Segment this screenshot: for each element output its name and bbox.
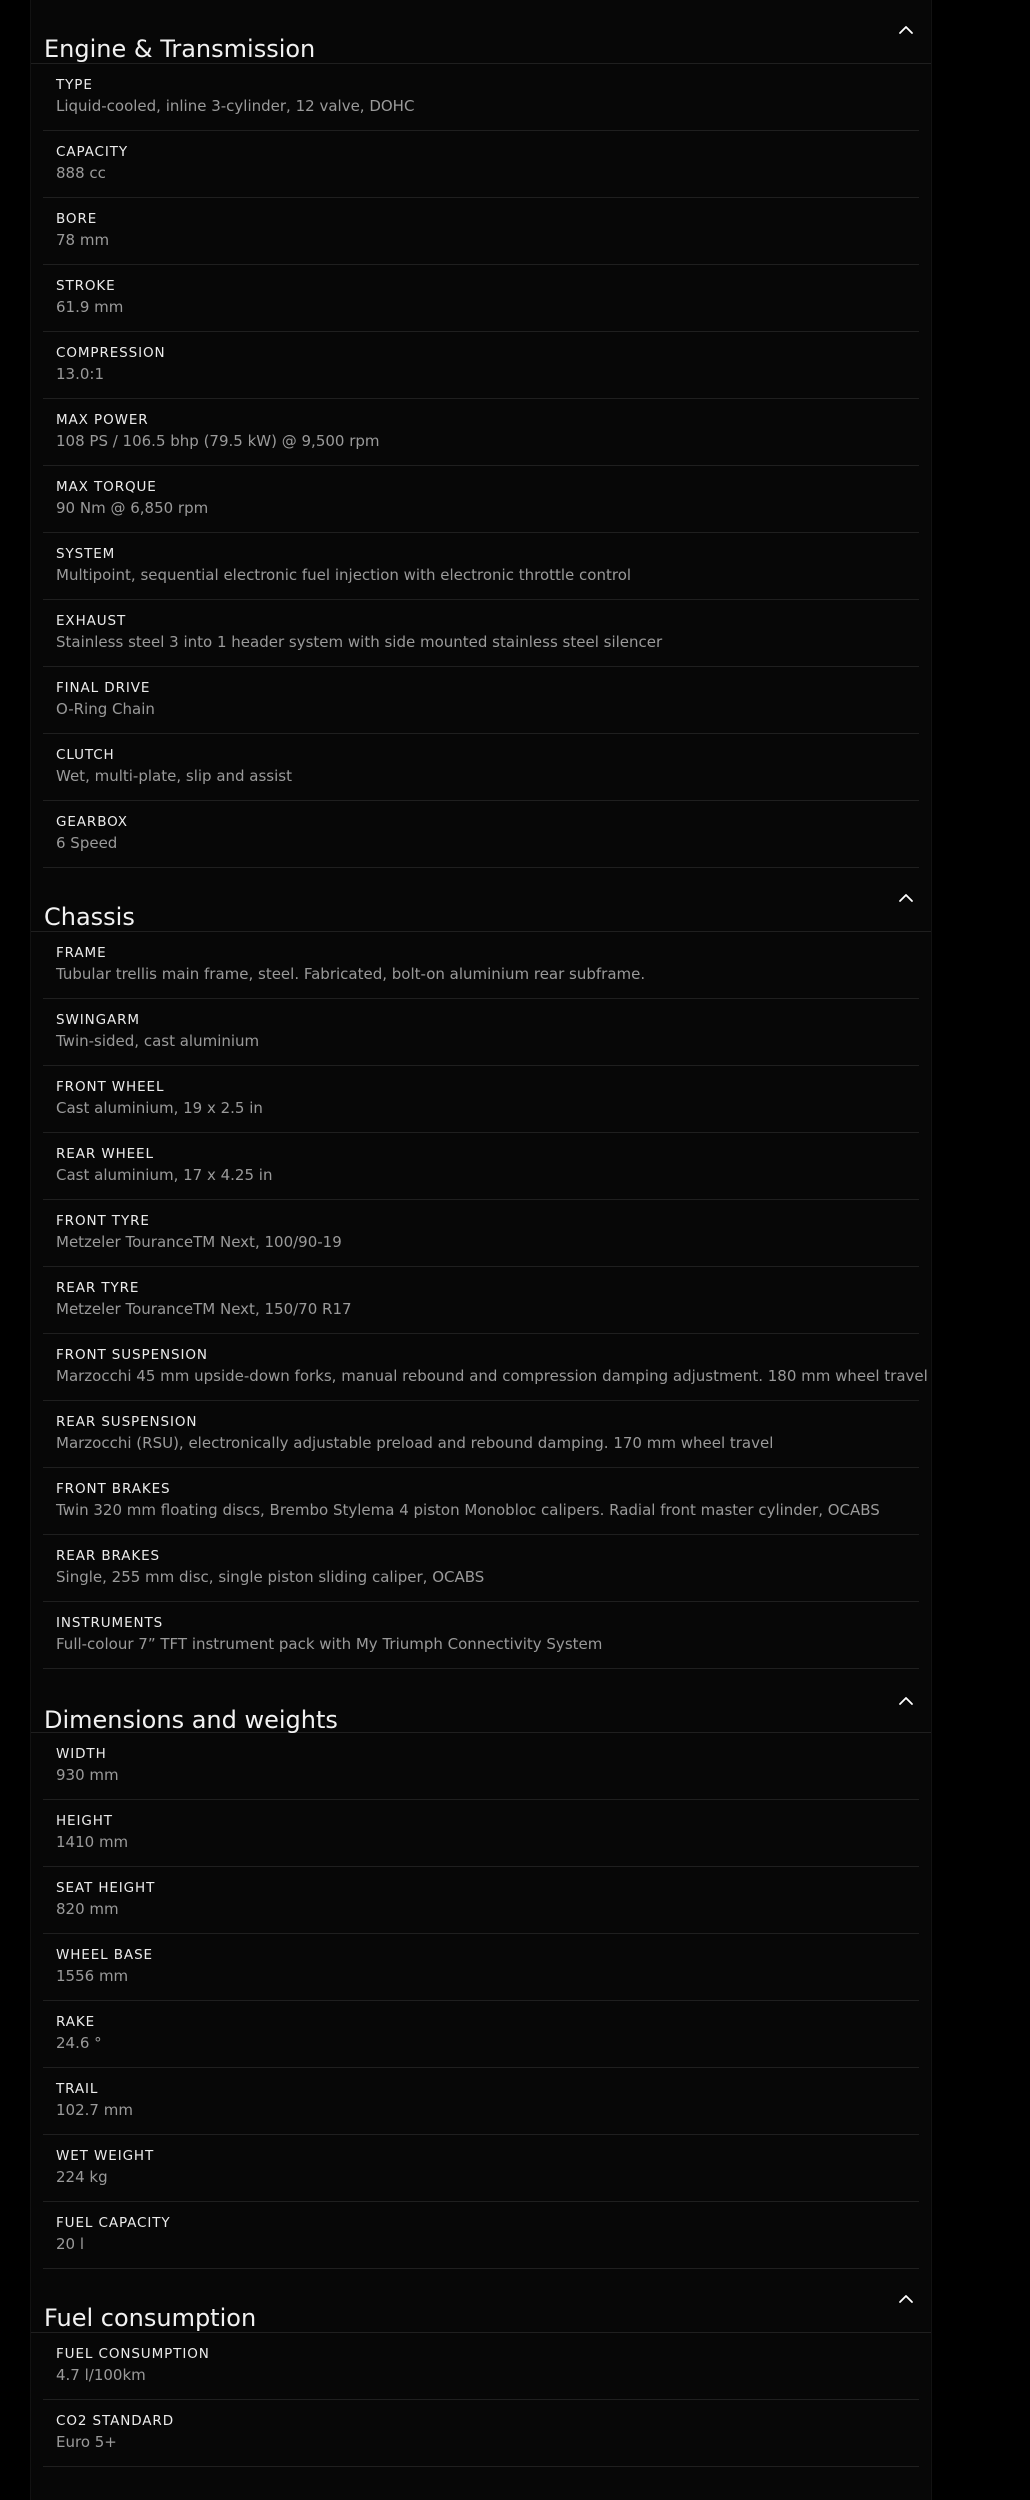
spec-value: 820 mm	[56, 1900, 119, 1918]
section-title: Chassis	[44, 902, 135, 931]
spec-label: CAPACITY	[56, 144, 129, 160]
spec-value: 224 kg	[56, 2168, 108, 2186]
spec-value: Multipoint, sequential electronic fuel injection with electronic throttle control	[56, 566, 632, 584]
spec-list	[31, 64, 931, 868]
spec-label: FRONT SUSPENSION	[56, 1347, 208, 1363]
spec-row	[43, 2202, 919, 2269]
spec-label: STROKE	[56, 278, 116, 294]
spec-row	[43, 1733, 919, 1800]
spec-value: Twin 320 mm floating discs, Brembo Stylema 4 piston Monobloc calipers. Radial front master cylinder, OCABS	[56, 1501, 880, 1519]
spec-label: HEIGHT	[56, 1813, 113, 1829]
spec-row	[43, 2068, 919, 2135]
spec-row	[43, 600, 919, 667]
section-engine-transmission	[31, 0, 931, 868]
spec-row	[43, 1133, 919, 1200]
spec-label: FRONT WHEEL	[56, 1079, 165, 1095]
spec-label: WET WEIGHT	[56, 2148, 155, 2164]
spec-value: 1410 mm	[56, 1833, 129, 1851]
spec-label: TYPE	[56, 77, 93, 93]
spec-label: WIDTH	[56, 1746, 107, 1762]
spec-label: CO2 STANDARD	[56, 2413, 175, 2429]
spec-row	[43, 2400, 919, 2467]
chevron-up-icon[interactable]	[896, 1691, 916, 1711]
spec-value: Marzocchi (RSU), electronically adjustable preload and rebound damping. 170 mm wheel travel	[56, 1434, 774, 1452]
spec-value: Marzocchi 45 mm upside-down forks, manual rebound and compression damping adjustment. 180 mm wheel travel	[56, 1367, 928, 1385]
spec-label: FUEL CONSUMPTION	[56, 2346, 210, 2362]
spec-row	[43, 2001, 919, 2068]
spec-value: Cast aluminium, 17 x 4.25 in	[56, 1166, 273, 1184]
spec-value: 61.9 mm	[56, 298, 124, 316]
spec-row	[43, 734, 919, 801]
spec-row	[43, 1334, 928, 1401]
section-header-fuel-consumption[interactable]	[31, 2269, 931, 2333]
spec-row	[43, 533, 919, 600]
spec-value: 90 Nm @ 6,850 rpm	[56, 499, 209, 517]
spec-label: GEARBOX	[56, 814, 128, 830]
chevron-up-icon[interactable]	[896, 20, 916, 40]
spec-label: FRONT BRAKES	[56, 1481, 171, 1497]
chevron-up-icon[interactable]	[896, 888, 916, 908]
spec-label: SEAT HEIGHT	[56, 1880, 156, 1896]
spec-row	[43, 1934, 919, 2001]
spec-row	[43, 667, 919, 734]
spec-row	[43, 1267, 919, 1334]
spec-row	[43, 2333, 919, 2400]
spec-label: TRAIL	[56, 2081, 99, 2097]
chevron-up-icon[interactable]	[896, 2289, 916, 2309]
spec-list	[31, 1733, 931, 2269]
spec-value: Stainless steel 3 into 1 header system with side mounted stainless steel silencer	[56, 633, 663, 651]
spec-label: FRAME	[56, 945, 107, 961]
spec-label: EXHAUST	[56, 613, 127, 629]
spec-row	[43, 801, 919, 868]
spec-label: SYSTEM	[56, 546, 116, 562]
spec-value: 4.7 l/100km	[56, 2366, 146, 2384]
spec-label: RAKE	[56, 2014, 96, 2030]
spec-value: Full-colour 7” TFT instrument pack with My Triumph Connectivity System	[56, 1635, 603, 1653]
spec-value: 6 Speed	[56, 834, 118, 852]
spec-value: Cast aluminium, 19 x 2.5 in	[56, 1099, 263, 1117]
spec-list	[31, 2333, 931, 2467]
spec-value: 108 PS / 106.5 bhp (79.5 kW) @ 9,500 rpm	[56, 432, 380, 450]
spec-row	[43, 1468, 919, 1535]
spec-row	[43, 332, 919, 399]
section-header-chassis[interactable]	[31, 868, 931, 932]
section-title: Dimensions and weights	[44, 1705, 338, 1734]
section-fuel-consumption	[31, 2269, 931, 2467]
spec-row	[43, 64, 919, 131]
specifications-panel	[30, 0, 932, 2500]
spec-value: Metzeler TouranceTM Next, 150/70 R17	[56, 1300, 352, 1318]
spec-value: 930 mm	[56, 1766, 119, 1784]
spec-row	[43, 1401, 919, 1468]
spec-value: 78 mm	[56, 231, 110, 249]
spec-label: WHEEL BASE	[56, 1947, 153, 1963]
spec-value: Euro 5+	[56, 2433, 117, 2451]
spec-label: REAR TYRE	[56, 1280, 140, 1296]
spec-value: 1556 mm	[56, 1967, 129, 1985]
spec-row	[43, 1535, 919, 1602]
spec-row	[43, 198, 919, 265]
spec-row	[43, 1602, 919, 1669]
spec-value: 888 cc	[56, 164, 106, 182]
spec-value: O-Ring Chain	[56, 700, 155, 718]
spec-row	[43, 1867, 919, 1934]
spec-row	[43, 1800, 919, 1867]
spec-row	[43, 2135, 919, 2202]
spec-row	[43, 265, 919, 332]
spec-label: FUEL CAPACITY	[56, 2215, 171, 2231]
spec-label: INSTRUMENTS	[56, 1615, 164, 1631]
spec-row	[43, 932, 919, 999]
section-header-dimensions-weights[interactable]	[31, 1669, 931, 1733]
spec-row	[43, 466, 919, 533]
spec-label: REAR SUSPENSION	[56, 1414, 198, 1430]
spec-label: CLUTCH	[56, 747, 115, 763]
spec-row	[43, 131, 919, 198]
spec-value: Single, 255 mm disc, single piston sliding caliper, OCABS	[56, 1568, 485, 1586]
spec-label: SWINGARM	[56, 1012, 140, 1028]
spec-value: Twin-sided, cast aluminium	[56, 1032, 260, 1050]
spec-row	[43, 1200, 919, 1267]
spec-label: MAX POWER	[56, 412, 149, 428]
spec-list	[31, 932, 931, 1669]
spec-value: 13.0:1	[56, 365, 104, 383]
spec-value: 24.6 °	[56, 2034, 102, 2052]
spec-label: FINAL DRIVE	[56, 680, 151, 696]
section-title: Fuel consumption	[44, 2303, 257, 2332]
spec-label: FRONT TYRE	[56, 1213, 150, 1229]
spec-label: REAR WHEEL	[56, 1146, 154, 1162]
spec-label: COMPRESSION	[56, 345, 166, 361]
spec-value: Metzeler TouranceTM Next, 100/90-19	[56, 1233, 342, 1251]
section-chassis	[31, 868, 931, 1669]
spec-value: Liquid-cooled, inline 3-cylinder, 12 valve, DOHC	[56, 97, 415, 115]
spec-value: Tubular trellis main frame, steel. Fabricated, bolt-on aluminium rear subframe.	[56, 965, 646, 983]
spec-label: MAX TORQUE	[56, 479, 157, 495]
spec-row	[43, 1066, 919, 1133]
section-dimensions-weights	[31, 1669, 931, 2269]
spec-value: Wet, multi-plate, slip and assist	[56, 767, 292, 785]
spec-row	[43, 399, 919, 466]
spec-label: REAR BRAKES	[56, 1548, 160, 1564]
spec-label: BORE	[56, 211, 98, 227]
spec-value: 20 l	[56, 2235, 85, 2253]
section-header-engine-transmission[interactable]	[31, 0, 931, 64]
section-title: Engine & Transmission	[44, 34, 316, 63]
spec-row	[43, 999, 919, 1066]
spec-value: 102.7 mm	[56, 2101, 133, 2119]
